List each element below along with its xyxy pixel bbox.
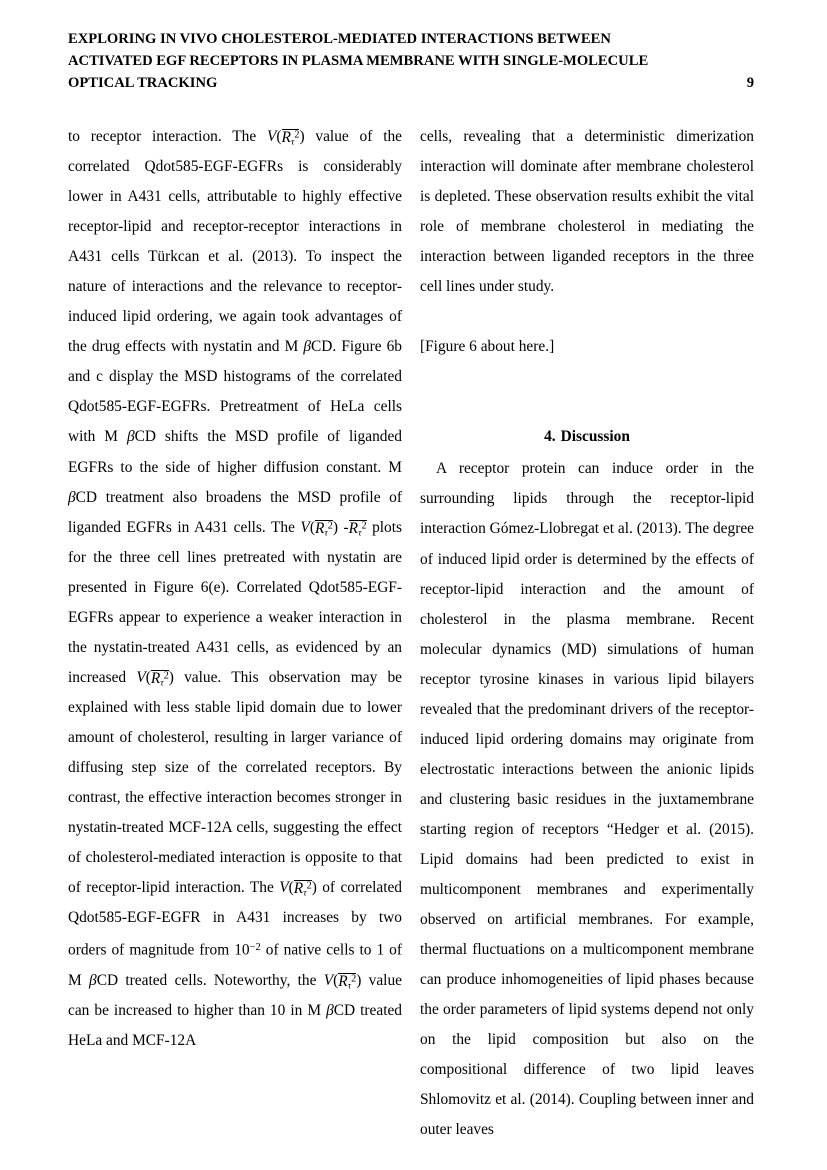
text-run: of correlated Qdot585-EGF-EGFR in A431 increases by two orders of magnitude from 10 bbox=[68, 879, 402, 959]
text-run: CD treated HeLa and MCF-12A bbox=[68, 1001, 403, 1049]
math-superscript-2: 2 bbox=[294, 129, 300, 141]
exponent-minus-two: −2 bbox=[249, 942, 261, 954]
running-head-line-3: OPTICAL TRACKING bbox=[68, 75, 218, 92]
math-v-rtau2 bbox=[323, 971, 362, 992]
math-subscript-tau: τ bbox=[160, 677, 164, 689]
figure-placement-note: [Figure 6 about here.] bbox=[420, 338, 555, 356]
right-column-paragraph-2: A receptor protein can induce order in the surrounding lipids through the receptor-lipid interaction Gómez-Llobregat et al. (2013). The degree of induced lipid order is determined by the effects of receptor-lipid interaction and the amount of cholesterol in the plasma membrane. Recent molecular dynamics (MD) simulations of human receptor tyrosine kinases in various lipid bilayers revealed that the predominant drivers of the receptor-induced lipid ordering domains may originate from electrostatic interactions between the anionic lipids and clustering basic residues in the juxtamembrane starting region of receptors “Hedger et al. (2015). Lipid domains had been predicted to exist in multicomponent membranes and experimentally observed on artificial membranes. For example, thermal fluctuations on a multicomponent membrane can produce inhomogeneities of lipid phases because the order parameters of lipid systems depend not only on the lipid composition but also on the compositional difference of two lipid leaves Shlomovitz et al. (2014). Coupling between inner and outer leaves bbox=[420, 460, 754, 1139]
text-run: CD. Figure 6b and c display the MSD histograms of the correlated Qdot585-EGF-EGFRs. Pretreatment of HeLa cells with M bbox=[68, 338, 403, 446]
math-open-paren: ( bbox=[333, 971, 339, 989]
running-head-line-3-row bbox=[68, 72, 754, 94]
page-number: 9 bbox=[746, 75, 754, 92]
text-run: value can be increased to higher than 10 in M bbox=[68, 971, 402, 1019]
math-overline-group bbox=[338, 973, 356, 991]
math-symbol-v: V bbox=[279, 879, 289, 897]
math-open-paren: ( bbox=[309, 518, 315, 536]
math-close-paren: ) bbox=[311, 879, 317, 897]
greek-beta: β bbox=[303, 338, 312, 356]
math-symbol-r: R bbox=[348, 519, 359, 537]
math-superscript-2: 2 bbox=[306, 880, 312, 892]
math-overline-group bbox=[294, 880, 312, 898]
math-close-paren: ) bbox=[356, 971, 362, 989]
math-subscript-tau: τ bbox=[290, 136, 295, 148]
math-v-rtau2 bbox=[300, 518, 339, 539]
running-head-line-1: EXPLORING IN VIVO CHOLESTEROL-MEDIATED INTERACTIONS BETWEEN bbox=[68, 31, 611, 47]
math-subscript-tau: τ bbox=[324, 527, 328, 539]
section-number: 4. bbox=[544, 428, 556, 446]
math-overline-group bbox=[315, 520, 333, 538]
right-column-paragraph-1: cells, revealing that a deterministic dimerization interaction will dominate after membrane cholesterol is depleted. These observation results exhibit the vital role of membrane cholesterol in mediating the interaction between liganded receptors in the three cell lines under study. bbox=[420, 128, 754, 296]
math-overline-group bbox=[282, 129, 300, 147]
text-run: to receptor interaction. The bbox=[68, 128, 267, 145]
text-run: - bbox=[338, 518, 349, 536]
left-column bbox=[68, 122, 402, 1145]
math-symbol-v: V bbox=[136, 668, 146, 686]
math-v-rtau2 bbox=[266, 128, 305, 148]
math-symbol-r: R bbox=[314, 519, 325, 537]
math-close-paren: ) bbox=[332, 518, 339, 536]
math-symbol-v: V bbox=[266, 128, 277, 145]
math-superscript-2: 2 bbox=[163, 670, 169, 682]
section-heading-discussion bbox=[420, 362, 754, 454]
body-columns bbox=[68, 122, 754, 1145]
math-subscript-tau: τ bbox=[347, 980, 352, 992]
math-rtau2 bbox=[348, 519, 367, 539]
text-run: plots for the three cell lines pretreated with nystatin are presented in Figure 6(e). Correlated Qdot585-EGF-EGFRs appear to experience a weaker interaction in the nystatin-treated A431 cells, as evidenced by an increased bbox=[68, 518, 403, 686]
math-close-paren: ) bbox=[299, 128, 305, 145]
text-run: value. This observation may be explained with less stable lipid domain due to lower amount of cholesterol, resulting in larger variance of diffusing step size of the correlated receptors. By contrast, the effective interaction becomes stronger in nystatin-treated MCF-12A cells, suggesting the effect of cholesterol-mediated interaction is opposite to that of receptor-lipid interaction. The bbox=[68, 668, 402, 897]
running-head-line-2: ACTIVATED EGF RECEPTORS IN PLASMA MEMBRANE WITH SINGLE-MOLECULE bbox=[68, 53, 649, 70]
greek-beta: β bbox=[126, 428, 135, 446]
math-superscript-2: 2 bbox=[351, 973, 357, 985]
math-superscript-2: 2 bbox=[361, 520, 367, 532]
section-title: Discussion bbox=[560, 428, 630, 446]
math-symbol-v: V bbox=[300, 518, 310, 536]
math-subscript-tau: τ bbox=[358, 527, 362, 539]
math-symbol-r: R bbox=[293, 880, 304, 898]
math-open-paren: ( bbox=[145, 668, 151, 686]
text-run: CD shifts the MSD profile of liganded EGFRs to the side of higher diffusion constant. M bbox=[68, 428, 402, 476]
math-symbol-v: V bbox=[323, 971, 334, 989]
math-v-rtau2 bbox=[279, 879, 317, 899]
math-v-rtau2 bbox=[136, 668, 174, 689]
math-subscript-tau: τ bbox=[303, 887, 307, 899]
math-overline-group bbox=[349, 520, 367, 538]
math-symbol-r: R bbox=[150, 669, 161, 687]
math-symbol-r: R bbox=[281, 129, 291, 146]
greek-beta: β bbox=[326, 1001, 334, 1019]
text-run: CD treatment also broadens the MSD profile of liganded EGFRs in A431 cells. The bbox=[68, 488, 402, 536]
math-superscript-2: 2 bbox=[327, 520, 333, 532]
text-run: CD treated cells. Noteworthy, the bbox=[96, 971, 324, 989]
math-overline-group bbox=[151, 670, 169, 688]
math-symbol-r: R bbox=[338, 972, 348, 990]
greek-beta: β bbox=[68, 488, 76, 506]
math-open-paren: ( bbox=[288, 879, 294, 897]
text-run: of native cells to 1 of M bbox=[68, 941, 403, 989]
math-open-paren: ( bbox=[276, 128, 282, 145]
running-head bbox=[68, 28, 754, 95]
left-column-paragraph bbox=[68, 122, 402, 1056]
right-column bbox=[420, 122, 754, 1145]
greek-beta: β bbox=[89, 971, 97, 989]
text-run: value of the correlated Qdot585-EGF-EGFRs is considerably lower in A431 cells, attributable to highly effective receptor-lipid and receptor-receptor interactions in A431 cells Türkcan et al. (2013). To inspect the nature of interactions and the relevance to receptor-induced lipid ordering, we again took advantages of the drug effects with nystatin and M bbox=[68, 128, 402, 356]
math-close-paren: ) bbox=[168, 668, 174, 686]
